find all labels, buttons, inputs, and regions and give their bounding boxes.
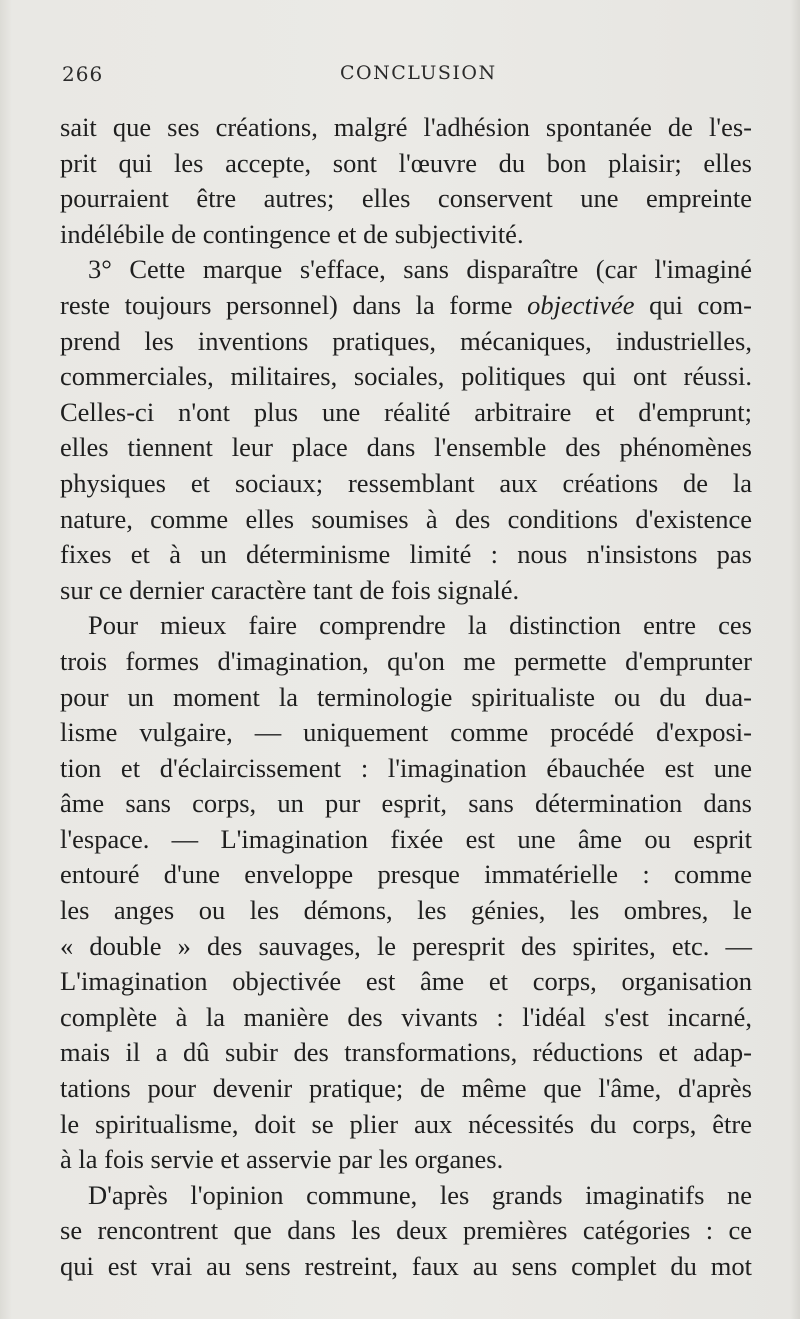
text-line <box>60 1071 752 1107</box>
text-line <box>60 502 752 538</box>
text-line <box>60 1035 752 1071</box>
text-line <box>60 573 752 609</box>
text-line-content: commerciales, militaires, sociales, politiques qui ont réussi. <box>60 361 752 392</box>
text-line <box>60 252 752 288</box>
text-line <box>60 430 752 466</box>
text-line <box>60 395 752 431</box>
text-line-content: indélébile de contingence et de subjectivité. <box>60 218 524 249</box>
text-line-content: se rencontrent que dans les deux premières catégories : ce <box>60 1215 752 1246</box>
text-line-content: à la fois servie et asservie par les organes. <box>60 1144 504 1175</box>
page-number: 266 <box>62 62 104 86</box>
text-line <box>60 893 752 929</box>
text-line <box>60 324 752 360</box>
text-line-content: physiques et sociaux; ressemblant aux créations de la <box>60 467 752 498</box>
italic-term: objectivée <box>527 289 635 320</box>
text-line-content: mais il a dû subir des transformations, réductions et adap- <box>60 1037 752 1068</box>
text-line-content: pourraient être autres; elles conservent une empreinte <box>60 183 752 214</box>
text-line-content: prend les inventions pratiques, mécaniques, industrielles, <box>60 325 752 356</box>
text-line-content: nature, comme elles soumises à des conditions d'existence <box>60 503 752 534</box>
text-line-content: sur ce dernier caractère tant de fois signalé. <box>60 574 520 605</box>
text-line-content: tations pour devenir pratique; de même que l'âme, d'après <box>60 1073 752 1104</box>
running-head: CONCLUSION <box>340 62 497 84</box>
text-line-content: l'espace. — L'imagination fixée est une âme ou esprit <box>60 823 752 854</box>
text-line <box>60 537 752 573</box>
text-line <box>60 1178 752 1214</box>
text-line-content: pour un moment la terminologie spiritualiste ou du dua- <box>60 681 752 712</box>
text-line-content: entouré d'une enveloppe presque immatérielle : comme <box>60 859 752 890</box>
text-line <box>60 1142 752 1178</box>
text-line-content: L'imagination objectivée est âme et corps, organisation <box>60 966 752 997</box>
text-line-content: D'après l'opinion commune, les grands imaginatifs ne <box>88 1179 752 1210</box>
text-line-content: Pour mieux faire comprendre la distinction entre ces <box>88 610 752 641</box>
text-line <box>60 608 752 644</box>
page-header <box>62 62 752 92</box>
text-line <box>60 680 752 716</box>
text-line-content: complète à la manière des vivants : l'idéal s'est incarné, <box>60 1001 752 1032</box>
text-line-continuation: qui com- <box>634 289 752 320</box>
text-line-content: âme sans corps, un pur esprit, sans détermination dans <box>60 788 752 819</box>
text-line-content: « double » des sauvages, le peresprit des spirites, etc. — <box>60 930 752 961</box>
text-line-content: elles tiennent leur place dans l'ensemble des phénomènes <box>60 432 752 463</box>
text-line-content: reste toujours personnel) dans la forme <box>60 289 528 320</box>
text-line-content: les anges ou les démons, les génies, les ombres, le <box>60 895 752 926</box>
text-line <box>60 146 752 182</box>
text-line <box>60 1249 752 1285</box>
text-line-content: lisme vulgaire, — uniquement comme procédé d'exposi- <box>60 717 752 748</box>
text-line <box>60 715 752 751</box>
text-line <box>60 644 752 680</box>
text-line-content: 3° Cette marque s'efface, sans disparaître (car l'imaginé <box>88 254 752 285</box>
text-line <box>60 1000 752 1036</box>
text-line <box>60 110 752 146</box>
text-line <box>60 751 752 787</box>
body-text <box>60 110 752 1285</box>
text-line-content: tion et d'éclaircissement : l'imagination ébauchée est une <box>60 752 752 783</box>
text-line-content: prit qui les accepte, sont l'œuvre du bon plaisir; elles <box>60 147 752 178</box>
text-line <box>60 466 752 502</box>
text-line <box>60 964 752 1000</box>
text-line <box>60 857 752 893</box>
text-line-content: fixes et à un déterminisme limité : nous n'insistons pas <box>60 539 752 570</box>
text-line <box>60 181 752 217</box>
text-line-content: sait que ses créations, malgré l'adhésion spontanée de l'es- <box>60 112 752 142</box>
text-line-content: le spiritualisme, doit se plier aux nécessités du corps, être <box>60 1108 752 1139</box>
text-line-content: Celles-ci n'ont plus une réalité arbitraire et d'emprunt; <box>60 396 752 427</box>
text-line <box>60 929 752 965</box>
text-line-content: qui est vrai au sens restreint, faux au sens complet du mot <box>60 1251 752 1281</box>
text-line <box>60 822 752 858</box>
text-line <box>60 1213 752 1249</box>
text-line <box>60 1107 752 1143</box>
text-line <box>60 217 752 253</box>
text-line <box>60 288 752 324</box>
text-line <box>60 359 752 395</box>
text-line-content: trois formes d'imagination, qu'on me permette d'emprunter <box>60 645 752 676</box>
text-line <box>60 786 752 822</box>
